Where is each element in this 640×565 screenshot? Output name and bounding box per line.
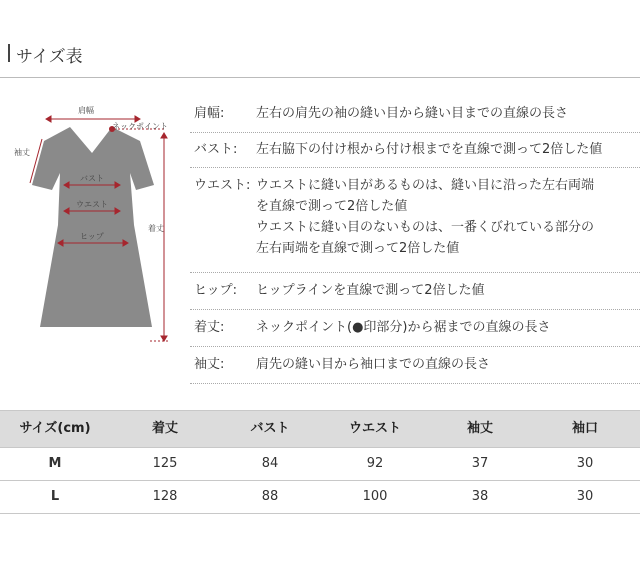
sleeve-label: 袖丈	[14, 148, 30, 157]
hip-label: ヒップ	[80, 232, 104, 241]
definition-row	[190, 310, 640, 347]
definition-text: 左右の肩先の袖の縫い目から縫い目までの直線の長さ	[256, 106, 569, 121]
header-bust: バスト	[250, 421, 290, 436]
cell-cuff: 30	[576, 456, 594, 471]
definition-text: 肩先の縫い目から袖口までの直線の長さ	[256, 357, 491, 372]
header-cuff: 袖口	[571, 421, 598, 436]
cell-bust: 84	[261, 456, 279, 471]
header-sleeve-length: 袖丈	[466, 421, 493, 436]
page-title: サイズ表	[16, 47, 83, 67]
definition-term: 着丈:	[194, 320, 225, 335]
title-divider	[0, 77, 640, 78]
definition-text: ネックポイント(●印部分)から裾までの直線の長さ	[256, 320, 551, 335]
definition-row	[190, 96, 640, 133]
shoulder-label: 肩幅	[78, 106, 94, 115]
definition-text: ウエストに縫い目があるものは、縫い目に沿った左右両端 を直線で測って2倍した値 ウエストに縫い目のないものは、一番くびれている部分の 左右両端を直線で測って2倍した値	[256, 178, 595, 256]
header-length: 着丈	[151, 421, 178, 436]
table-header-row	[0, 410, 640, 448]
table-row	[0, 448, 640, 481]
definition-row	[190, 168, 640, 273]
length-label: 着丈	[148, 224, 164, 233]
cell-waist: 92	[366, 456, 384, 471]
header-waist: ウエスト	[348, 421, 401, 436]
garment-diagram	[0, 95, 190, 355]
cell-sleeve-length: 37	[471, 456, 489, 471]
cell-size: M	[48, 456, 62, 471]
definition-text: ヒップラインを直線で測って2倍した値	[256, 283, 485, 298]
title-section	[0, 0, 640, 78]
definition-row	[190, 273, 640, 310]
size-table	[0, 410, 640, 514]
definition-term: ウエスト:	[194, 178, 251, 193]
title-accent-bar	[8, 44, 10, 62]
cell-length: 128	[152, 489, 178, 504]
cell-waist: 100	[362, 489, 388, 504]
cell-size: L	[50, 489, 60, 504]
neck-point-label: ネックポイント	[112, 122, 168, 131]
definition-term: ヒップ:	[194, 283, 237, 298]
measurement-definitions	[190, 96, 640, 384]
definition-row	[190, 347, 640, 384]
definition-term: 袖丈:	[194, 357, 225, 372]
dress-shape	[32, 127, 154, 327]
cell-bust: 88	[261, 489, 279, 504]
definition-term: 肩幅:	[194, 106, 225, 121]
cell-length: 125	[152, 456, 178, 471]
definition-row	[190, 133, 640, 168]
waist-label: ウエスト	[76, 200, 108, 209]
definition-term: バスト:	[194, 142, 238, 157]
header-size: サイズ(cm)	[19, 421, 91, 436]
definition-text: 左右脇下の付け根から付け根までを直線で測って2倍した値	[256, 142, 603, 157]
cell-sleeve-length: 38	[471, 489, 489, 504]
table-row	[0, 481, 640, 514]
bust-label: バスト	[80, 174, 104, 183]
cell-cuff: 30	[576, 489, 594, 504]
